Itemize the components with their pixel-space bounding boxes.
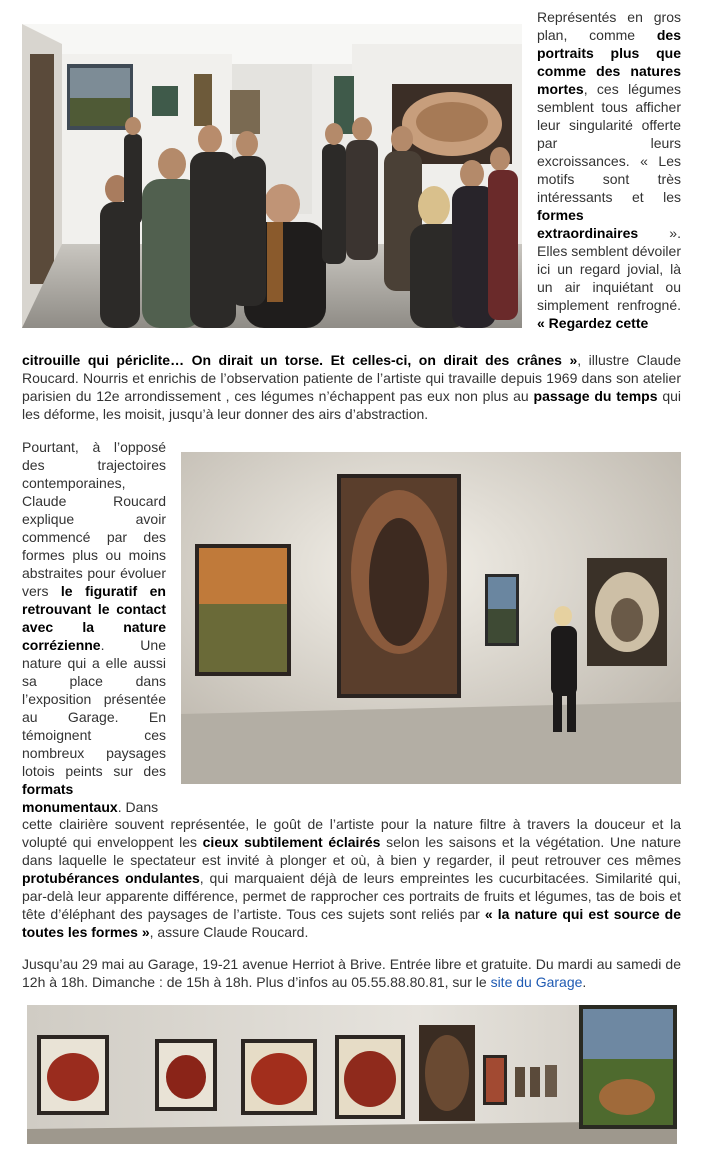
paragraph-2-bold-2: formats monumentaux	[22, 781, 118, 815]
paragraph-3-text-1: Jusqu’au 29 mai au Garage, 19-21 avenue Herriot à Brive. Entrée libre et gratuite. Du mardi au samedi de 12h à 18h. Dimanche : de 15h à 18h. Plus d’infos au 05.55.88.80.81, sur le	[22, 956, 681, 990]
paragraph-1-text-4: , illustre Claude Roucard. Nourris et enrichis de l’observation patiente de l’artiste qui travaille depuis 1969 dans son atelier parisien du 12e arrondissement , ces légumes n’échappent pas eux non plus au	[22, 352, 681, 404]
paragraph-2-text-5: selon les saisons et la végétation. Une nature dans laquelle le spectateur est invité à plonger et où, à bien y regarder, il peut retrouver ces mêmes	[22, 834, 681, 868]
paragraph-3-text-2: .	[582, 974, 587, 990]
exhibition-room-photo	[181, 452, 681, 784]
paragraph-3-practical-info	[22, 955, 681, 991]
site-du-garage-link[interactable]: site du Garage	[490, 974, 583, 990]
paragraph-2-column	[22, 438, 166, 816]
paragraph-1-bold-3b: citrouille qui périclite… On dirait un torse. Et celles-ci, on dirait des crânes »	[22, 352, 578, 368]
paragraph-2-text-1: Pourtant, à l’opposé des trajectoires contemporaines, Claude Roucard explique avoir commencé par des formes plus ou moins abstraites pour évoluer vers	[22, 439, 166, 599]
gallery-wall-illustration	[27, 1005, 677, 1144]
gallery-crowd-illustration	[22, 24, 522, 328]
paragraph-2-text-7: , assure Claude Roucard.	[149, 924, 309, 940]
paragraph-2-bold-5: « la nature qui est source de toutes les formes »	[22, 906, 682, 940]
paragraph-2-bold-3: cieux subtilement éclairés	[202, 834, 381, 850]
gallery-crowd-photo	[22, 24, 522, 328]
paragraph-1-text-1: Représentés en gros plan, comme	[537, 9, 681, 43]
exhibition-room-illustration	[181, 452, 681, 784]
paragraph-1-bold-3a: « Regardez cette	[537, 315, 649, 331]
paragraph-1-bold-2: formes extraordinaires	[537, 207, 639, 241]
paragraph-1-bold-4: passage du temps	[533, 388, 658, 404]
paragraph-1-column	[537, 8, 681, 332]
paragraph-2-text-6: , qui marquaient déjà de leurs empreintes les cucurbitacées. Similarité qui, par-delà leur apparente différence, permet de rapprocher ces portraits de fruits et légumes, tas de bois et tête d’éléphant des paysages de l’artiste. Tous ces sujets sont reliés par	[22, 870, 682, 922]
paragraph-1-continued	[22, 351, 681, 423]
gallery-wall-panorama-photo	[27, 1005, 677, 1144]
paragraph-2-bold-4: protubérances ondulantes	[22, 870, 200, 886]
paragraph-2-text-3: . Dans	[117, 799, 159, 815]
paragraph-2-continued	[22, 815, 681, 941]
paragraph-1-text-2: , ces légumes semblent tous afficher leur singularité offerte par leurs excroissances. « Les motifs sont très intéressants et les	[537, 81, 681, 205]
paragraph-1-bold-1: des portraits plus que comme des natures mortes	[537, 27, 681, 97]
paragraph-2-text-4: cette clairière souvent représentée, le goût de l’artiste pour la nature filtre à travers la douceur et la volupté qui enveloppent les	[22, 816, 681, 850]
paragraph-2-text-2: . Une nature qui a elle aussi sa place dans l’exposition présentée au Garage. En témoignent ces nombreux paysages lotois peints sur des	[22, 637, 166, 779]
paragraph-2-bold-1: le figuratif en retrouvant le contact avec la nature corrézienne	[22, 583, 166, 653]
paragraph-1-text-5: qui les déforme, les moisit, jusqu’à leur donner des airs d’abstraction.	[22, 388, 682, 422]
paragraph-1-text-3: ». Elles semblent dévoiler ici un regard jovial, là un air inquiétant ou simplement renfrogné.	[537, 225, 681, 313]
